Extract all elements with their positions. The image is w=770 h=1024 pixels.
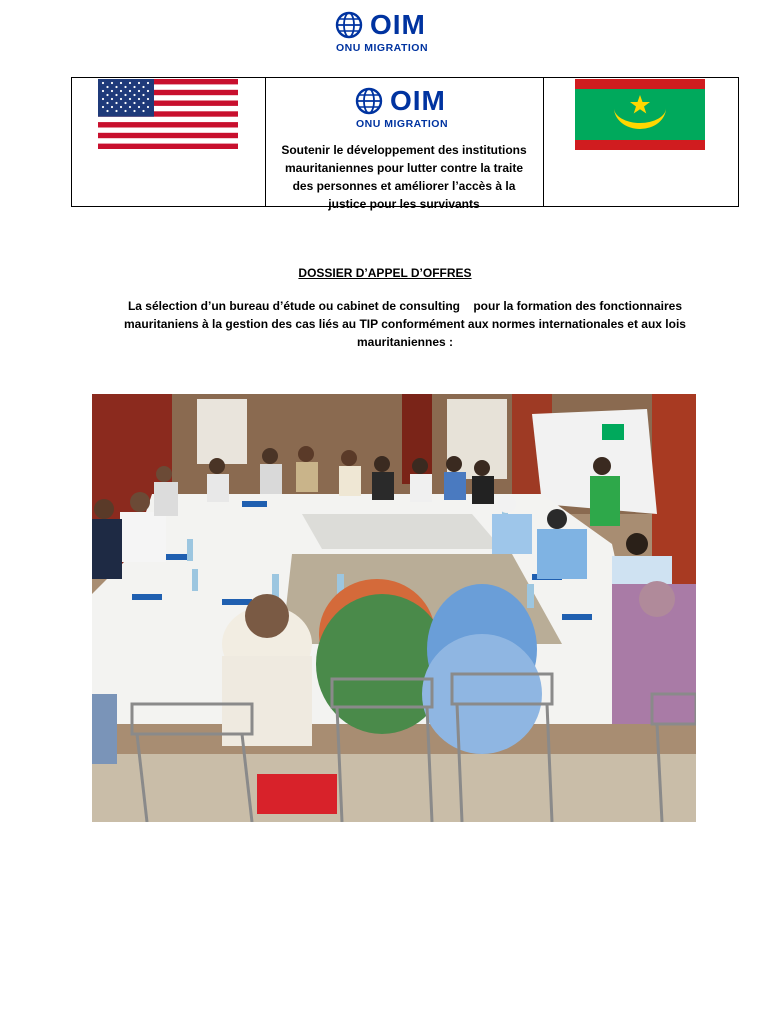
logo-subtitle: ONU MIGRATION [336,42,429,54]
oim-logo-header [354,86,448,130]
mauritania-flag-icon [575,79,705,150]
header-cell-right [543,78,738,206]
usa-flag-icon [98,79,238,149]
meeting-photo-illustration [92,394,696,822]
logo-name: OIM [370,9,426,40]
meeting-photo [92,394,696,822]
document-heading: DOSSIER D’APPEL D’OFFRES [298,266,472,280]
logo-name: OIM [390,85,446,116]
logo-subtitle: ONU MIGRATION [356,118,449,130]
document-subject: La sélection d’un bureau d’étude ou cabinet de consulting pour la formation des fonctionnaires mauritaniens à la gestion des cas liés au TIP conformément aux normes internationales et aux lois mauritaniennes : [124,299,690,349]
header-cell-left [72,78,266,206]
un-globe-icon [334,10,364,40]
un-globe-icon [354,86,384,116]
oim-logo-top [334,10,428,54]
project-title: Soutenir le développement des institutions mauritaniennes pour lutter contre la traite des personnes et améliorer l’accès à la justice pour les survivants [281,143,527,211]
